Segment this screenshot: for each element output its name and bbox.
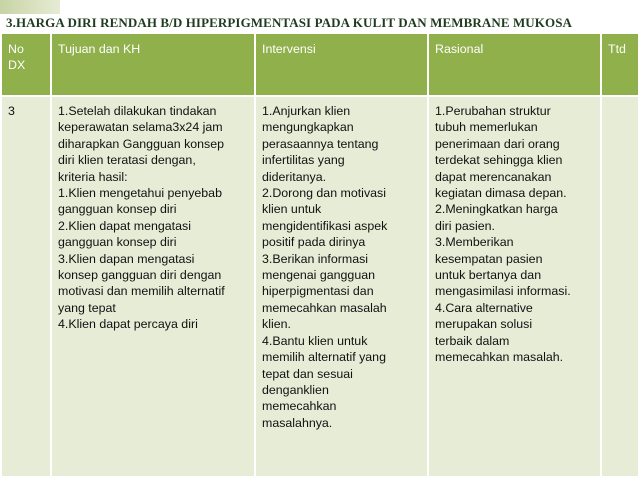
cell-text-line: memecahkan masalah bbox=[262, 300, 387, 315]
cell-text-line: 4.Cara alternative bbox=[435, 300, 533, 315]
cell-text-line: 4.Klien dapat percaya diri bbox=[58, 317, 198, 332]
cell-text-line: mengenai gangguan bbox=[262, 268, 375, 283]
cell-text-line: diri klien teratasi dengan, bbox=[58, 153, 196, 168]
cell-text-line: gangguan konsep diri bbox=[58, 235, 177, 250]
cell-text-line: motivasi dan memilih alternatif bbox=[58, 284, 225, 299]
header-no-line: No bbox=[8, 42, 24, 56]
cell-text-line: 1.Perubahan struktur bbox=[435, 104, 551, 118]
cell-text-line: masalahnya. bbox=[262, 415, 333, 430]
cell-text-line: merupakan solusi bbox=[435, 317, 533, 332]
cell-text-line: denganklien bbox=[262, 382, 329, 397]
cell-text-line: dapat merencanakan bbox=[435, 169, 552, 184]
cell-text-line: perasaannya tentang bbox=[262, 136, 379, 151]
cell-text-line: klien. bbox=[262, 317, 291, 332]
header-dx-line: DX bbox=[8, 58, 26, 73]
cell-text-line: 3.Klien dapan mengatasi bbox=[58, 251, 195, 266]
cell-text-line: kriteria hasil: bbox=[58, 169, 128, 184]
cell-text-line: 3.Berikan informasi bbox=[262, 251, 369, 266]
cell-text-line: 1.Setelah dilakukan tindakan bbox=[58, 104, 217, 118]
cell-text-line: keperawatan selama3x24 jam bbox=[58, 120, 223, 135]
cell-text-line: yang tepat bbox=[58, 300, 116, 315]
cell-text-line: infertilitas yang bbox=[262, 153, 345, 168]
cell-text-line: tepat dan sesuai bbox=[262, 366, 353, 381]
cell-text-line: diri pasien. bbox=[435, 218, 495, 233]
cell-text-line: positif pada dirinya bbox=[262, 235, 366, 250]
decorative-corner bbox=[0, 0, 60, 14]
cell-text-line: mengungkapkan bbox=[262, 120, 354, 135]
header-no-dx bbox=[1, 33, 51, 96]
cell-text-line: kegiatan dimasa depan. bbox=[435, 186, 567, 201]
cell-text-line: 1.Klien mengetahui penyebab bbox=[58, 186, 222, 201]
cell-text-line: memilih alternatif yang bbox=[262, 350, 386, 365]
cell-text-line: terbaik dalam bbox=[435, 333, 510, 348]
cell-text-line: penerimaan dari orang bbox=[435, 136, 560, 151]
table-header-row bbox=[1, 33, 638, 96]
cell-text-line: terdekat sehingga klien bbox=[435, 153, 563, 168]
cell-text-line: untuk bertanya dan bbox=[435, 268, 542, 283]
table-row bbox=[1, 96, 638, 477]
header-tujuan: Tujuan dan KH bbox=[51, 33, 255, 96]
header-intervensi: Intervensi bbox=[255, 33, 428, 96]
cell-no: 3 bbox=[1, 96, 51, 477]
header-rasional: Rasional bbox=[428, 33, 601, 96]
cell-text-line: hiperpigmentasi dan bbox=[262, 284, 374, 299]
cell-text-line: 2.Dorong dan motivasi bbox=[262, 186, 386, 201]
page-title: 3.HARGA DIRI RENDAH B/D HIPERPIGMENTASI PADA KULIT DAN MEMBRANE MUKOSA bbox=[6, 15, 573, 30]
cell-text-line: tubuh memerlukan bbox=[435, 120, 538, 135]
cell-text-line: 2.Meningkatkan harga bbox=[435, 202, 558, 217]
cell-text-line: 1.Anjurkan klien bbox=[262, 104, 351, 118]
cell-text-line: mengasimilasi informasi. bbox=[435, 284, 571, 299]
cell-ttd bbox=[601, 96, 638, 477]
cell-text-line: 2.Klien dapat mengatasi bbox=[58, 218, 191, 233]
cell-text-line: 3.Memberikan bbox=[435, 235, 514, 250]
cell-text-line: memecahkan bbox=[262, 399, 337, 414]
cell-text-line: dideritanya. bbox=[262, 169, 327, 184]
cell-text-line: diharapkan Gangguan konsep bbox=[58, 136, 225, 151]
cell-rasional bbox=[428, 96, 601, 477]
cell-intervensi bbox=[255, 96, 428, 477]
cell-text-line: gangguan konsep diri bbox=[58, 202, 177, 217]
cell-text-line: mengidentifikasi aspek bbox=[262, 218, 388, 233]
cell-tujuan bbox=[51, 96, 255, 477]
cell-text-line: memecahkan masalah. bbox=[435, 350, 564, 365]
cell-text-line: 4.Bantu klien untuk bbox=[262, 333, 368, 348]
cell-text-line: konsep gangguan diri dengan bbox=[58, 268, 222, 283]
header-ttd: Ttd bbox=[601, 33, 638, 96]
nursing-plan-table bbox=[0, 32, 638, 478]
cell-text-line: kesempatan pasien bbox=[435, 251, 543, 266]
cell-text-line: klien untuk bbox=[262, 202, 322, 217]
